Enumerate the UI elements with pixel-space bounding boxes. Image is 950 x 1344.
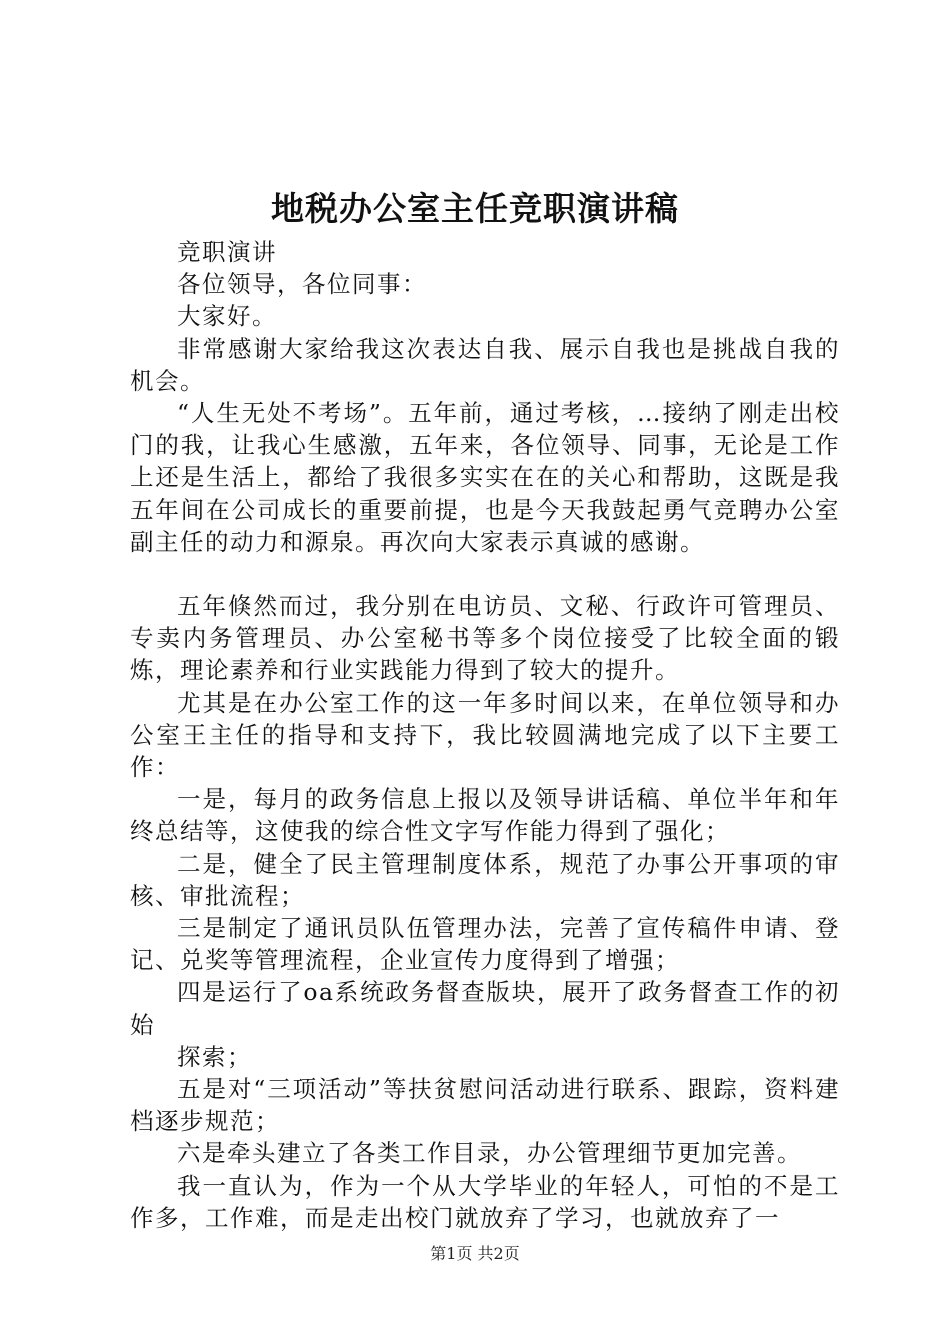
paragraph: 尤其是在办公室工作的这一年多时间以来，在单位领导和办公室王主任的指导和支持下，我比较圆满地完成了以下主要工作： [130, 688, 840, 782]
paragraph: “人生无处不考场”。五年前，通过考核，…接纳了刚走出校门的我，让我心生感激，五年来，各位领导、同事，无论是工作上还是生活上，都给了我很多实实在在的关心和帮助，这既是我五年间在公司成长的重要前提，也是今天我鼓起勇气竞聘办公室副主任的动力和源泉。再次向大家表示真诚的感谢。 [130, 399, 840, 556]
paragraph: 四是运行了oa系统政务督查版块，展开了政务督查工作的初始 [130, 978, 840, 1039]
paragraph: 各位领导，各位同事： [177, 270, 427, 299]
paragraph: 一是，每月的政务信息上报以及领导讲话稿、单位半年和年终总结等，这使我的综合性文字写作能力得到了强化； [130, 785, 840, 846]
document-body [130, 236, 840, 1234]
paragraph: 我一直认为，作为一个从大学毕业的年轻人，可怕的不是工作多，工作难，而是走出校门就放弃了学习，也就放弃了一 [130, 1171, 840, 1232]
paragraph: 非常感谢大家给我这次表达自我、展示自我也是挑战自我的机会。 [130, 334, 840, 395]
paragraph-spacer [130, 558, 840, 590]
paragraph: 五是对“三项活动”等扶贫慰问活动进行联系、跟踪，资料建档逐步规范； [130, 1075, 840, 1136]
paragraph: 三是制定了通讯员队伍管理办法，完善了宣传稿件申请、登记、兑奖等管理流程，企业宣传力度得到了增强； [130, 914, 840, 975]
paragraph: 竞职演讲 [177, 238, 277, 266]
page-footer: 第1页 共2页 [430, 1244, 520, 1263]
document-title: 地税办公室主任竞职演讲稿 [271, 189, 679, 228]
paragraph: 探索； [177, 1042, 252, 1071]
paragraph: 五年倏然而过，我分别在电访员、文秘、行政许可管理员、专卖内务管理员、办公室秘书等多个岗位接受了比较全面的锻炼，理论素养和行业实践能力得到了较大的提升。 [130, 592, 840, 685]
paragraph: 大家好。 [177, 302, 277, 331]
paragraph: 六是牵头建立了各类工作目录，办公管理细节更加完善。 [177, 1139, 802, 1168]
paragraph: 二是，健全了民主管理制度体系，规范了办事公开事项的审核、审批流程； [130, 849, 840, 910]
